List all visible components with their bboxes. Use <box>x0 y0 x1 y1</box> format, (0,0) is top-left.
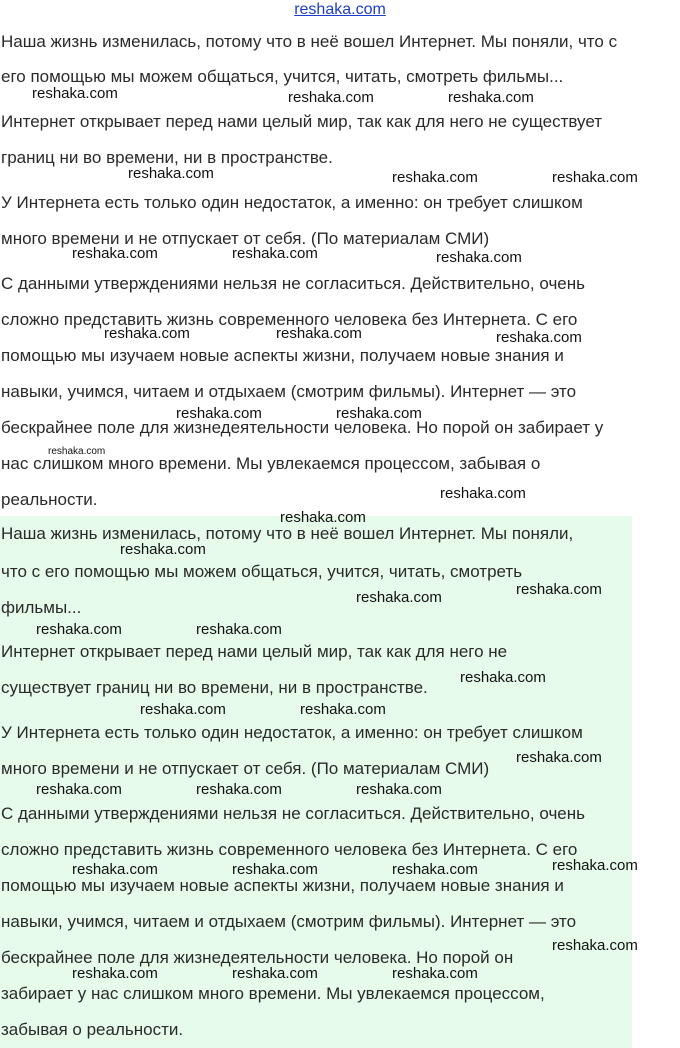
watermark: reshaka.com <box>552 169 638 186</box>
text-line: помощью мы изучаем новые аспекты жизни, получаем новые знания и <box>1 346 564 365</box>
watermark: reshaka.com <box>72 861 158 878</box>
watermark: reshaka.com <box>232 861 318 878</box>
text-line: Наша жизнь изменилась, потому что в неё вошел Интернет. Мы поняли, <box>1 524 574 543</box>
text-line: существует границ ни во времени, ни в пространстве. <box>1 678 428 697</box>
watermark: reshaka.com <box>120 541 206 558</box>
text-line: навыки, учимся, читаем и отдыхаем (смотрим фильмы). Интернет — это <box>1 912 577 931</box>
text-line: забывая о реальности. <box>1 1020 184 1039</box>
watermark: reshaka.com <box>336 405 422 422</box>
watermark: reshaka.com <box>72 245 158 262</box>
watermark: reshaka.com <box>440 485 526 502</box>
text-line: его помощью мы можем общаться, учится, читать, смотреть фильмы... <box>1 67 564 86</box>
watermark: reshaka.com <box>36 621 122 638</box>
text-line: У Интернета есть только один недостаток, а именно: он требует слишком <box>1 723 583 742</box>
watermark: reshaka.com <box>356 589 442 606</box>
watermark: reshaka.com <box>496 329 582 346</box>
watermark: reshaka.com <box>552 937 638 954</box>
text-line: помощью мы изучаем новые аспекты жизни, получаем новые знания и <box>1 876 564 895</box>
watermark: reshaka.com <box>300 701 386 718</box>
text-line: что с его помощью мы можем общаться, учится, читать, смотреть <box>1 562 523 581</box>
watermark: reshaka.com <box>196 621 282 638</box>
watermark: reshaka.com <box>288 89 374 106</box>
text-line: сложно представить жизнь современного человека без Интернета. С его <box>1 310 578 329</box>
text-line: реальности. <box>1 490 98 509</box>
watermark: reshaka.com <box>48 446 106 457</box>
watermark: reshaka.com <box>276 325 362 342</box>
watermark: reshaka.com <box>448 89 534 106</box>
text-line: Интернет открывает перед нами целый мир, так как для него не <box>1 642 508 661</box>
watermark: reshaka.com <box>356 781 442 798</box>
watermark: reshaka.com <box>552 857 638 874</box>
watermark: reshaka.com <box>280 509 366 526</box>
text-line: много времени и не отпускает от себя. (По материалам СМИ) <box>1 759 490 778</box>
watermark: reshaka.com <box>176 405 262 422</box>
text-line: Интернет открывает перед нами целый мир, так как для него не существует <box>1 112 603 131</box>
text-line: границ ни во времени, ни в пространстве. <box>1 148 333 167</box>
text-line: нас слишком много времени. Мы увлекаемся процессом, забывая о <box>1 454 541 473</box>
text-line: С данными утверждениями нельзя не согласиться. Действительно, очень <box>1 804 586 823</box>
text-line: бескрайнее поле для жизнедеятельности человека. Но порой он забирает у <box>1 418 604 437</box>
text-line: бескрайнее поле для жизнедеятельности человека. Но порой он <box>1 948 514 967</box>
text-line: С данными утверждениями нельзя не согласиться. Действительно, очень <box>1 274 586 293</box>
watermark: reshaka.com <box>232 245 318 262</box>
site-link[interactable]: reshaka.com <box>294 1 386 18</box>
text-line: фильмы... <box>1 598 82 617</box>
watermark: reshaka.com <box>516 581 602 598</box>
watermark: reshaka.com <box>392 861 478 878</box>
watermark: reshaka.com <box>140 701 226 718</box>
text-line: навыки, учимся, читаем и отдыхаем (смотрим фильмы). Интернет — это <box>1 382 577 401</box>
text-line: У Интернета есть только один недостаток, а именно: он требует слишком <box>1 193 583 212</box>
text-line: Наша жизнь изменилась, потому что в неё вошел Интернет. Мы поняли, что с <box>1 32 618 51</box>
watermark: reshaka.com <box>436 249 522 266</box>
text-line: забирает у нас слишком много времени. Мы увлекаемся процессом, <box>1 984 545 1003</box>
watermark: reshaka.com <box>32 85 118 102</box>
text-line: сложно представить жизнь современного человека без Интернета. С его <box>1 840 578 859</box>
watermark: reshaka.com <box>128 165 214 182</box>
text-line: много времени и не отпускает от себя. (По материалам СМИ) <box>1 229 490 248</box>
watermark: reshaka.com <box>232 965 318 982</box>
watermark: reshaka.com <box>36 781 122 798</box>
watermark: reshaka.com <box>516 749 602 766</box>
watermark: reshaka.com <box>104 325 190 342</box>
watermark: reshaka.com <box>460 669 546 686</box>
watermark: reshaka.com <box>72 965 158 982</box>
watermark: reshaka.com <box>392 965 478 982</box>
watermark: reshaka.com <box>392 169 478 186</box>
watermark: reshaka.com <box>196 781 282 798</box>
